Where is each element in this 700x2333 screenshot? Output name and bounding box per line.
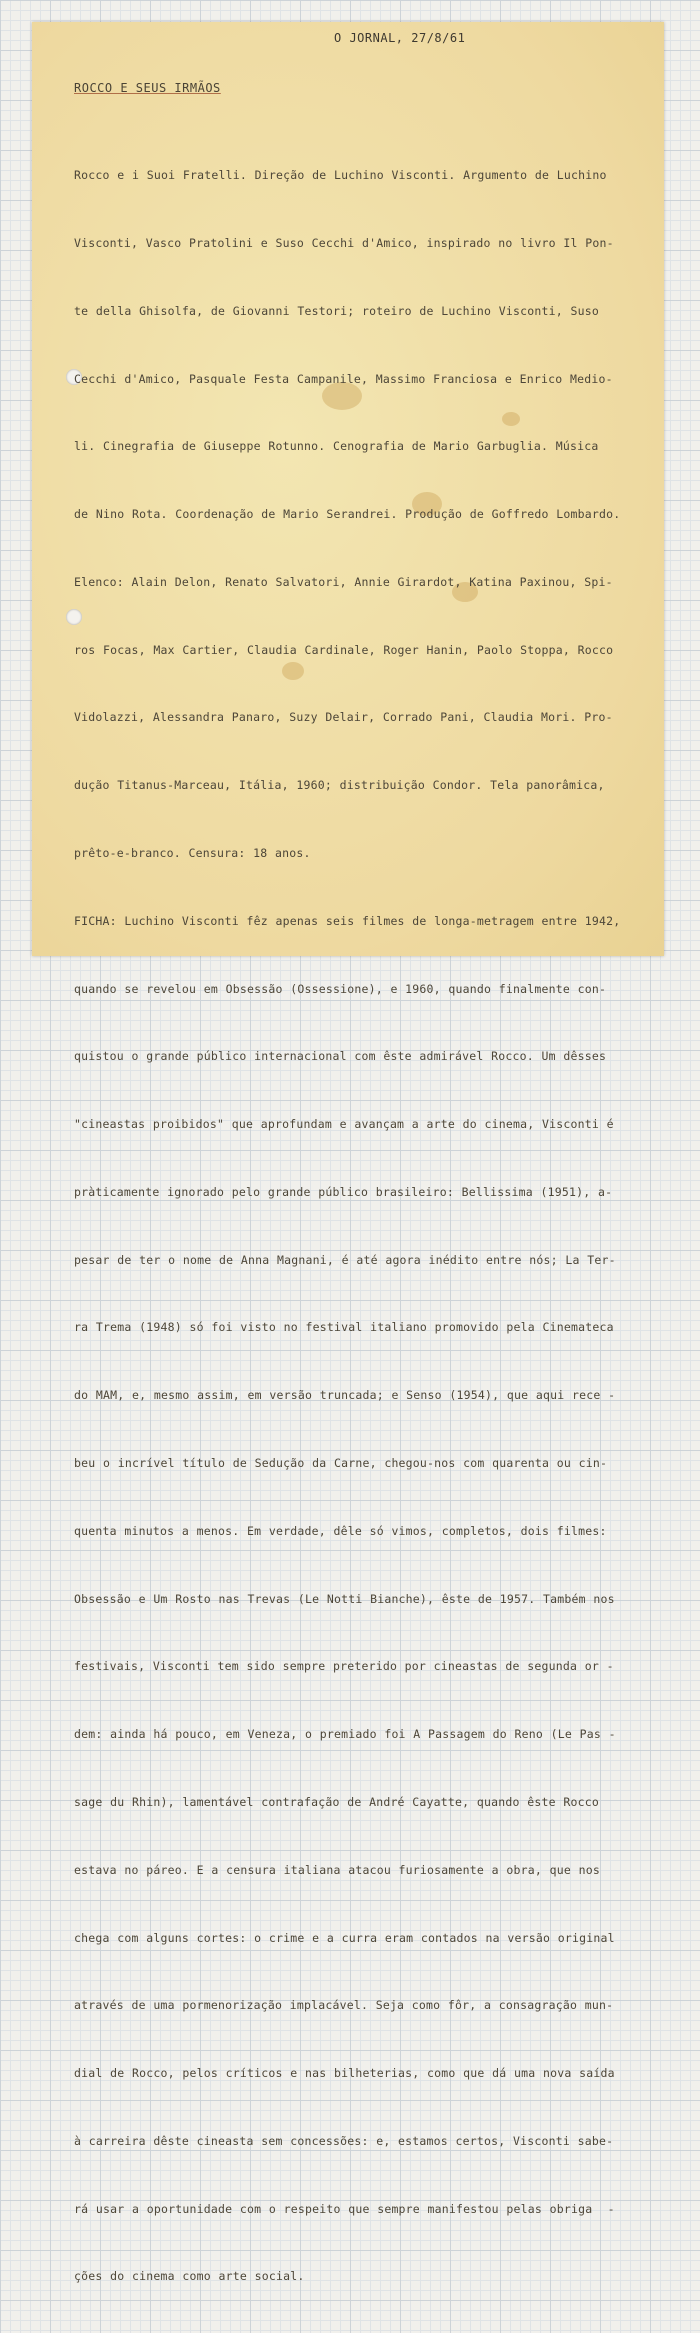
text-line: Rocco e i Suoi Fratelli. Direção de Luchino Visconti. Argumento de Luchino	[74, 168, 607, 183]
text-line: à carreira dêste cineasta sem concessões: e, estamos certos, Visconti sabe-	[74, 2133, 614, 2148]
text-line: pràticamente ignorado pelo grande público brasileiro: Bellissima (1951), a-	[74, 1184, 613, 1199]
text-line: prêto-e-branco. Censura: 18 anos.	[74, 846, 311, 860]
text-line: li. Cinegrafia de Giuseppe Rotunno. Cenografia de Mario Garbuglia. Música	[74, 439, 599, 454]
text-line: Obsessão e Um Rosto nas Trevas (Le Notti Bianche), êste de 1957. Também nos	[74, 1591, 615, 1606]
text-line: ros Focas, Max Cartier, Claudia Cardinale, Roger Hanin, Paolo Stoppa, Rocco	[74, 642, 614, 657]
text-line: Visconti, Vasco Pratolini e Suso Cecchi d'Amico, inspirado no livro Il Pon-	[74, 235, 614, 250]
text-line: FICHA: Luchino Visconti fêz apenas seis filmes de longa-metragem entre 1942,	[74, 913, 621, 928]
text-line: de Nino Rota. Coordenação de Mario Serandrei. Produção de Goffredo Lombardo.	[74, 507, 621, 522]
text-line: "cineastas proibidos" que aprofundam e avançam a arte do cinema, Visconti é	[74, 1117, 614, 1132]
text-line: Vidolazzi, Alessandra Panaro, Suzy Delair, Corrado Pani, Claudia Mori. Pro-	[74, 710, 613, 725]
text-line: Elenco: Alain Delon, Renato Salvatori, Annie Girardot, Katina Paxinou, Spi-	[74, 574, 613, 589]
text-line: dial de Rocco, pelos críticos e nas bilheterias, como que dá uma nova saída	[74, 2066, 615, 2081]
article-body	[74, 119, 644, 2333]
text-line: sage du Rhin), lamentável contrafação de André Cayatte, quando êste Rocco	[74, 1794, 600, 1809]
text-line: ções do cinema como arte social.	[74, 2269, 305, 2284]
text-line: ra Trema (1948) só foi visto no festival italiano promovido pela Cinemateca	[74, 1320, 614, 1335]
text-line: estava no páreo. E a censura italiana atacou furiosamente a obra, que nos	[74, 1862, 601, 1877]
text-line: pesar de ter o nome de Anna Magnani, é até agora inédito entre nós; La Ter-	[74, 1252, 616, 1267]
typewritten-page	[32, 22, 664, 2284]
text-line: dem: ainda há pouco, em Veneza, o premiado foi A Passagem do Reno (Le Pas -	[74, 1727, 616, 1742]
text-line: festivais, Visconti tem sido sempre preterido por cineastas de segunda or -	[74, 1659, 614, 1674]
text-line: dução Titanus-Marceau, Itália, 1960; distribuição Condor. Tela panorâmica,	[74, 778, 605, 793]
text-line: rá usar a oportunidade com o respeito que sempre manifestou pelas obriga -	[74, 2201, 615, 2216]
text-line: do MAM, e, mesmo assim, em versão truncada; e Senso (1954), que aqui rece -	[74, 1388, 616, 1403]
text-line: quando se revelou em Obsessão (Ossessione), e 1960, quando finalmente con-	[74, 981, 607, 996]
text-line: Cecchi d'Amico, Pasquale Festa Campanile, Massimo Franciosa e Enrico Medio-	[74, 371, 613, 386]
newspaper-date-header: O JORNAL, 27/8/61	[334, 31, 466, 45]
article-title: ROCCO E SEUS IRMÃOS	[74, 81, 221, 95]
text-line: chega com alguns cortes: o crime e a curra eram contados na versão original	[74, 1930, 615, 1945]
text-line: quistou o grande público internacional com êste admirável Rocco. Um dêsses	[74, 1049, 607, 1064]
text-line: através de uma pormenorização implacável. Seja como fôr, a consagração mun-	[74, 1998, 614, 2013]
text-line: beu o incrível título de Sedução da Carne, chegou-nos com quarenta ou cin-	[74, 1456, 608, 1471]
text-line: te della Ghisolfa, de Giovanni Testori; roteiro de Luchino Visconti, Suso	[74, 303, 600, 318]
text-line: quenta minutos a menos. Em verdade, dêle só vimos, completos, dois filmes:	[74, 1523, 607, 1538]
